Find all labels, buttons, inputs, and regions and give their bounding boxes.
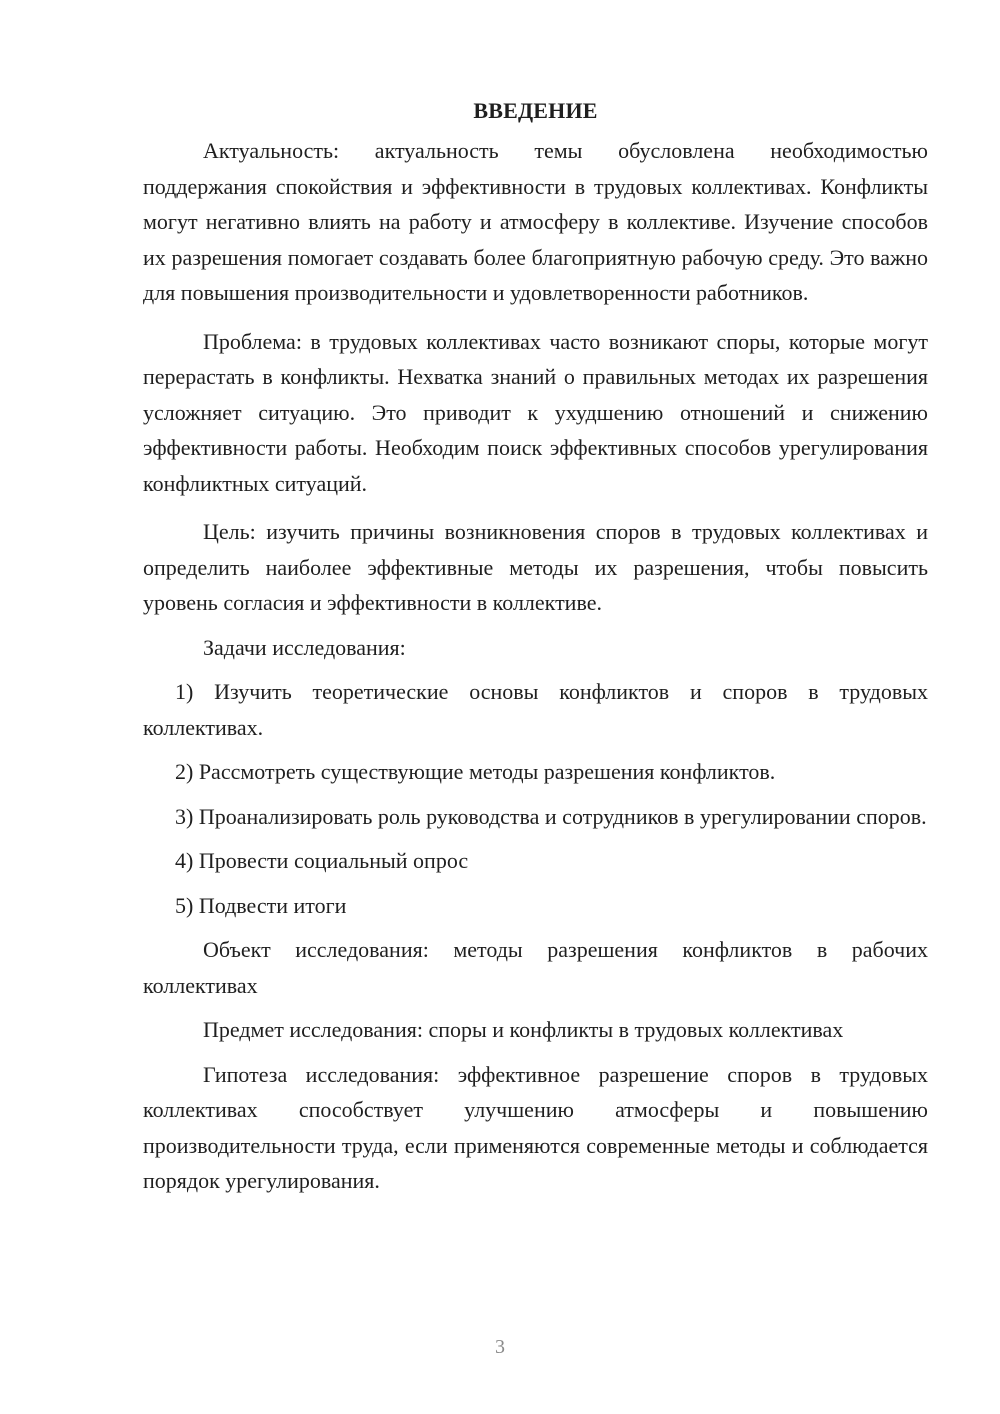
task-item-4: 4) Провести социальный опрос xyxy=(175,848,469,873)
page-number: 3 xyxy=(495,1336,505,1358)
task-item-3: 3) Проанализировать роль руководства и сотрудников в урегулировании споров. xyxy=(175,803,927,829)
object-paragraph: Объект исследования: методы разрешения конфликтов в рабочих коллективах xyxy=(143,937,928,998)
relevance-paragraph: Актуальность: актуальность темы обусловлена необходимостью поддержания спокойствия и эффективности в трудовых коллективах. Конфликты могут негативно влиять на работу и атмосферу в коллективе. Изучение способов их разрешения помогает создавать более благоприятную рабочую среду. Это важно для повышения производительности и удовлетворенности работников. xyxy=(143,138,928,305)
hypothesis-paragraph: Гипотеза исследования: эффективное разрешение споров в трудовых коллективах способствует улучшению атмосферы и повышению производительности труда, если применяются современные методы и соблюдается порядок урегулирования. xyxy=(143,1061,928,1193)
task-item-2: 2) Рассмотреть существующие методы разрешения конфликтов. xyxy=(175,759,776,784)
page-title: ВВЕДЕНИЕ xyxy=(473,98,598,123)
tasks-heading: Задачи исследования: xyxy=(203,634,406,660)
goal-paragraph: Цель: изучить причины возникновения споров в трудовых коллективах и определить наиболее эффективные методы их разрешения, чтобы повысить уровень согласия и эффективности в коллективе. xyxy=(143,519,928,615)
problem-paragraph: Проблема: в трудовых коллективах часто возникают споры, которые могут перерастать в конфликты. Нехватка знаний о правильных методах их разрешения усложняет ситуацию. Это приводит к ухудшению отношений и снижению эффективности работы. Необходим поиск эффективных способов урегулирования конфликтных ситуаций. xyxy=(143,328,928,496)
subject-paragraph: Предмет исследования: споры и конфликты в трудовых коллективах xyxy=(203,1017,844,1042)
task-item-1: 1) Изучить теоретические основы конфликтов и споров в трудовых коллективах. xyxy=(143,679,928,740)
task-item-5: 5) Подвести итоги xyxy=(175,892,347,918)
document-page xyxy=(143,93,928,1199)
